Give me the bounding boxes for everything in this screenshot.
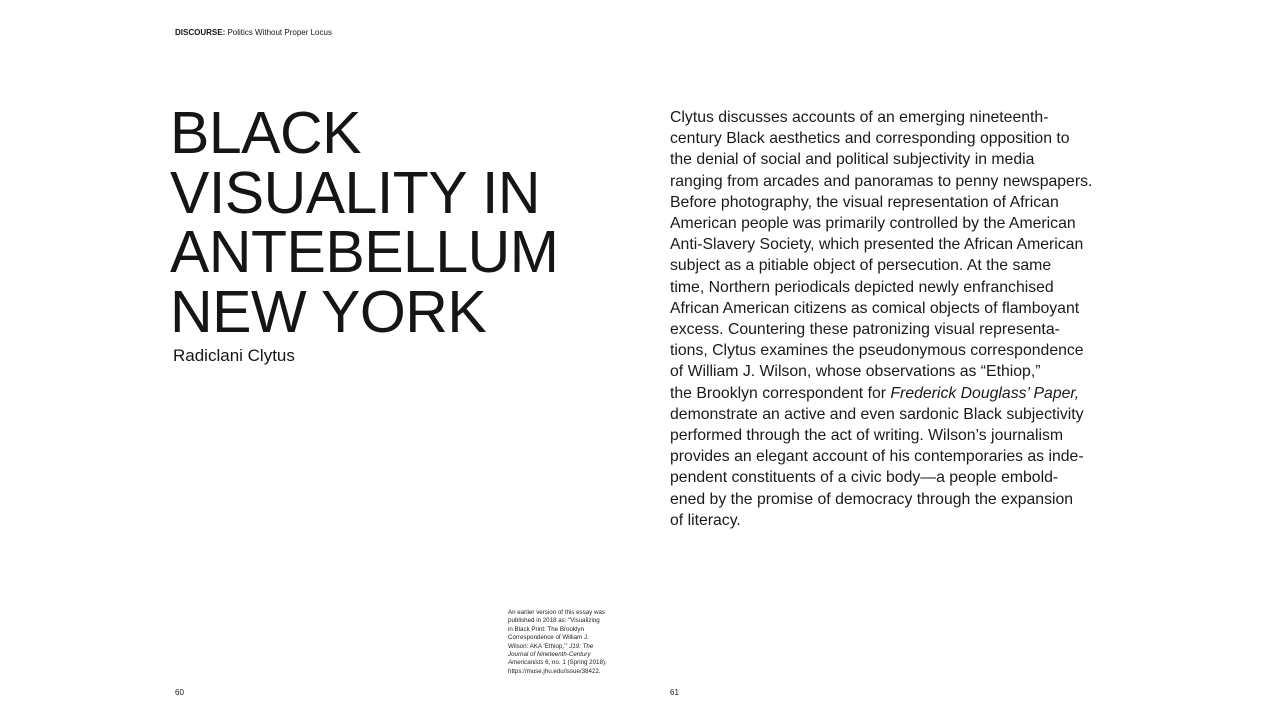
abstract-line: century Black aesthetics and corresponding opposition to: [670, 130, 1070, 148]
publication-title: Frederick Douglass’ Paper,: [890, 384, 1080, 402]
footnote-url: https://muse.jhu.edu/issue/38422.: [508, 667, 601, 675]
page-number-right: 61: [670, 688, 679, 697]
footnote-line: published in 2018 as: “Visualizing: [508, 617, 600, 625]
abstract-text: the Brooklyn correspondent for: [670, 384, 891, 402]
abstract-paragraph: [670, 107, 1120, 531]
footnote-text: 6, no. 1 (Spring 2018),: [543, 659, 607, 667]
footnote-line: [508, 659, 628, 667]
abstract-line: American people was primarily controlled by the American: [670, 215, 1076, 233]
abstract-line: time, Northern periodicals depicted newly enfranchised: [670, 278, 1054, 296]
abstract-line: Clytus discusses accounts of an emerging nineteenth-: [670, 109, 1049, 126]
section-label: DISCOURSE:: [175, 28, 226, 37]
abstract-line: [670, 383, 1120, 404]
abstract-line: the denial of social and political subjectivity in media: [670, 151, 1035, 169]
running-header: [175, 28, 332, 38]
journal-title: Journal of Nineteenth-Century: [508, 651, 591, 659]
title-line: NEW YORK: [170, 278, 487, 345]
abstract-line: of William J. Wilson, whose observations as “Ethiop,”: [670, 363, 1041, 381]
title-line: ANTEBELLUM: [170, 219, 559, 285]
page-number-left: 60: [175, 688, 184, 697]
abstract-line: excess. Countering these patronizing visual representa-: [670, 321, 1060, 339]
footnote-line: in Black Print: The Brooklyn: [508, 625, 584, 633]
journal-title: Americanists: [508, 659, 544, 667]
abstract-line: subject as a pitiable object of persecution. At the same: [670, 257, 1052, 275]
abstract-line: of literacy.: [670, 511, 741, 529]
journal-title: J19: The: [569, 642, 594, 650]
abstract-line: ranging from arcades and panoramas to penny newspapers.: [670, 172, 1093, 190]
footnote: [508, 609, 628, 676]
abstract-line: Anti-Slavery Society, which presented the African American: [670, 236, 1084, 254]
title-line: VISUALITY IN: [170, 159, 540, 226]
footnote-line: An earlier version of this essay was: [508, 609, 605, 616]
footnote-line: [508, 643, 628, 651]
abstract-line: tions, Clytus examines the pseudonymous correspondence: [670, 342, 1084, 360]
footnote-line: [508, 651, 628, 659]
abstract-line: demonstrate an active and even sardonic Black subjectivity: [670, 405, 1084, 423]
abstract-line: Before photography, the visual representation of African: [670, 193, 1059, 211]
abstract-line: ened by the promise of democracy through the expansion: [670, 490, 1074, 508]
abstract-line: provides an elegant account of his contemporaries as inde-: [670, 448, 1084, 466]
footnote-line: Correspondence of William J.: [508, 634, 589, 642]
abstract-line: African American citizens as comical objects of flamboyant: [670, 299, 1080, 317]
abstract-line: pendent constituents of a civic body—a people embold-: [670, 469, 1059, 487]
footnote-text: Wilson: AKA ‘Ethiop,’”: [508, 642, 570, 650]
section-subtitle: Politics Without Proper Locus: [227, 28, 332, 37]
article-title: [170, 100, 559, 345]
title-line: BLACK: [170, 100, 361, 166]
author-name: Radiclani Clytus: [173, 346, 295, 365]
abstract-line: performed through the act of writing. Wilson’s journalism: [670, 427, 1064, 445]
